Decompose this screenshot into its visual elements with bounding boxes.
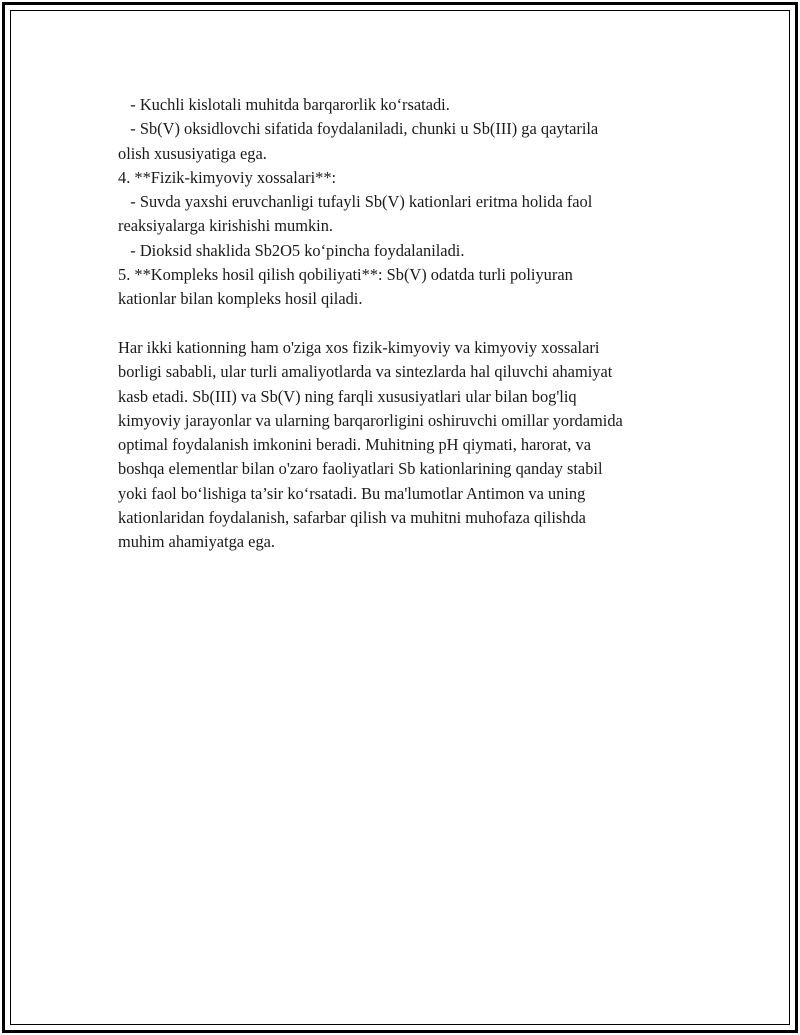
document-body <box>118 93 738 555</box>
paragraph-line: boshqa elementlar bilan o'zaro faoliyatlari Sb kationlarining qanday stabil <box>118 459 603 479</box>
paragraph-line: kationlaridan foydalanish, safarbar qilish va muhitni muhofaza qilishda <box>118 508 586 528</box>
list-line: - Kuchli kislotali muhitda barqarorlik ko‘rsatadi. <box>118 95 450 114</box>
list-line: - Sb(V) oksidlovchi sifatida foydalaniladi, chunki u Sb(III) ga qaytarila <box>118 119 599 139</box>
list-line: - Suvda yaxshi eruvchanligi tufayli Sb(V) kationlari eritma holida faol <box>118 192 593 212</box>
list-line: reaksiyalarga kirishishi mumkin. <box>118 216 334 236</box>
list-heading: 5. **Kompleks hosil qilish qobiliyati**: Sb(V) odatda turli poliyuran <box>118 265 573 285</box>
paragraph-line: optimal foydalanish imkonini beradi. Muhitning pH qiymati, harorat, va <box>118 435 591 455</box>
list-line: olish xususiyatiga ega. <box>118 143 267 163</box>
paragraph-line: muhim ahamiyatga ega. <box>118 532 276 552</box>
list-line: - Dioksid shaklida Sb2O5 ko‘pincha foydalaniladi. <box>118 240 465 260</box>
list-line: kationlar bilan kompleks hosil qiladi. <box>118 289 363 309</box>
paragraph-line: kasb etadi. Sb(III) va Sb(V) ning farqli xusus‌iyatlari ular bilan bog'liq <box>118 386 577 406</box>
paragraph-line: yoki faol bo‘lishiga ta’sir ko‘rsatadi. Bu ma'lumotlar Antimon va uning <box>118 483 586 503</box>
list-section <box>118 93 738 312</box>
paragraph-line: Har ikki kationning ham o'ziga xos fizik-kimyoviy va kimyoviy xossalari <box>118 337 600 357</box>
list-heading: 4. **Fizik-kimyoviy xossalari**: <box>118 167 337 187</box>
paragraph-line: kimyoviy jarayonlar va ularning barqarorligini oshiruvchi omillar yordamida <box>118 410 623 430</box>
paragraph-gap <box>118 312 738 336</box>
summary-paragraph <box>118 336 738 555</box>
paragraph-line: borligi sababli, ular turli amaliyotlarda va sintezlarda hal qiluvchi ahamiyat <box>118 362 613 382</box>
